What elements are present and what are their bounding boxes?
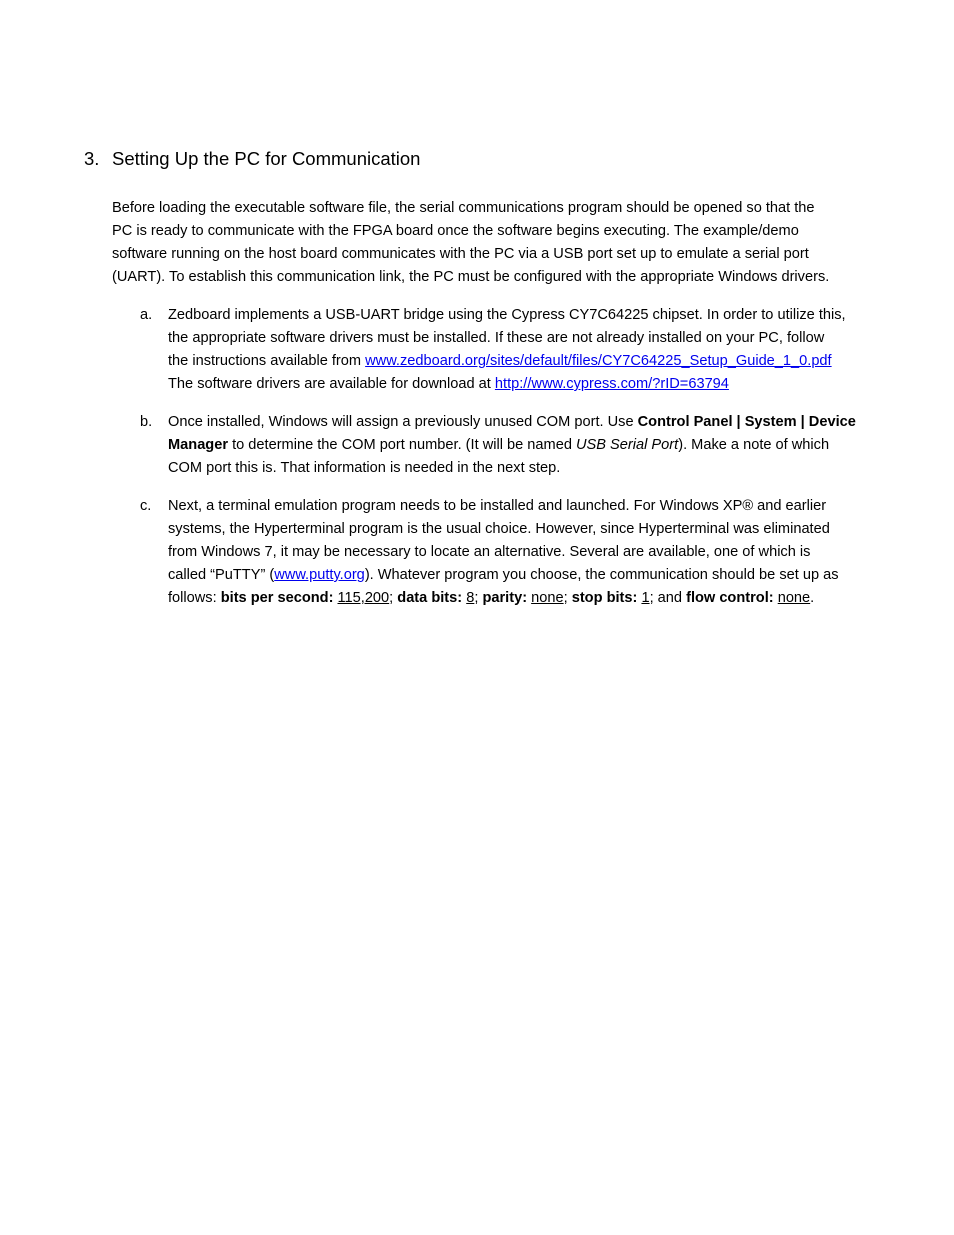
list-item-c (140, 495, 904, 610)
setup-guide-link[interactable]: www.zedboard.org/sites/default/files/CY7C64225_Setup_Guide_1_0.pdf (365, 353, 832, 369)
control-panel-path: Control Panel | System | Device (637, 414, 856, 430)
data-bits-label: data bits: (397, 590, 463, 606)
bits-per-second-label: bits per second: (220, 590, 334, 606)
list-letter: c. (140, 498, 152, 514)
intro-line: Before loading the executable software file, the serial communications program should be opened so that the (112, 200, 815, 216)
list-item-b (140, 411, 904, 480)
putty-link[interactable]: www.putty.org (274, 567, 365, 583)
item-text: ). Make a note of which (678, 437, 830, 453)
cypress-driver-link[interactable]: http://www.cypress.com/?rID=63794 (494, 376, 729, 392)
section-heading (84, 146, 420, 172)
item-text: Once installed, Windows will assign a previously unused COM port. Use (168, 414, 638, 430)
item-line (168, 434, 904, 457)
item-line: Next, a terminal emulation program needs to be installed and launched. For Windows XP® and earlier (168, 498, 827, 514)
section-title: Setting Up the PC for Communication (112, 148, 421, 169)
flow-control-value: none (777, 590, 811, 606)
intro-line: (UART). To establish this communication link, the PC must be configured with the appropriate Windows drivers. (112, 269, 830, 285)
and-text: ; and (649, 590, 687, 606)
list-item-body (168, 411, 904, 480)
period: . (810, 590, 815, 606)
separator: ; (563, 590, 572, 606)
item-line (168, 350, 904, 373)
intro-line: software running on the host board communicates with the PC via a USB port set up to emulate a serial port (112, 246, 809, 262)
list-letter: a. (140, 307, 153, 323)
intro-paragraph (112, 197, 904, 289)
bits-per-second-value: 115,200 (337, 590, 390, 606)
parity-label: parity: (482, 590, 528, 606)
item-line: systems, the Hyperterminal program is the usual choice. However, since Hyperterminal was eliminated (168, 521, 830, 537)
stop-bits-label: stop bits: (571, 590, 638, 606)
item-line: from Windows 7, it may be necessary to locate an alternative. Several are available, one of which is (168, 544, 811, 560)
list-item-body (168, 495, 904, 610)
list-letter: b. (140, 414, 153, 430)
item-line: Zedboard implements a USB-UART bridge using the Cypress CY7C64225 chipset. In order to utilize this, (168, 307, 846, 323)
data-bits-value: 8 (466, 590, 475, 606)
usb-serial-port-name: USB Serial Port (576, 437, 679, 453)
device-manager-label: Manager (168, 437, 229, 453)
item-text: to determine the COM port number. (It will be named (228, 437, 576, 453)
item-text: follows: (168, 590, 221, 606)
item-line: the appropriate software drivers must be installed. If these are not already installed on your PC, follow (168, 330, 825, 346)
list-item-a (140, 304, 904, 396)
separator: ; (474, 590, 483, 606)
section-number: 3. (84, 148, 100, 169)
stop-bits-value: 1 (641, 590, 650, 606)
item-text: The software drivers are available for download at (168, 376, 495, 392)
intro-line: PC is ready to communicate with the FPGA board once the software begins executing. The example/demo (112, 223, 799, 239)
item-line (168, 373, 904, 396)
separator: ; (389, 590, 398, 606)
item-text: ). Whatever program you choose, the communication should be set up as (364, 567, 839, 583)
item-text: called “PuTTY” ( (168, 567, 275, 583)
item-line (168, 411, 904, 434)
item-line (168, 564, 904, 587)
list-item-body (168, 304, 904, 396)
parity-value: none (531, 590, 564, 606)
flow-control-label: flow control: (686, 590, 774, 606)
item-text: the instructions available from (168, 353, 366, 369)
serial-settings-line (168, 587, 904, 610)
item-line: COM port this is. That information is needed in the next step. (168, 460, 561, 476)
